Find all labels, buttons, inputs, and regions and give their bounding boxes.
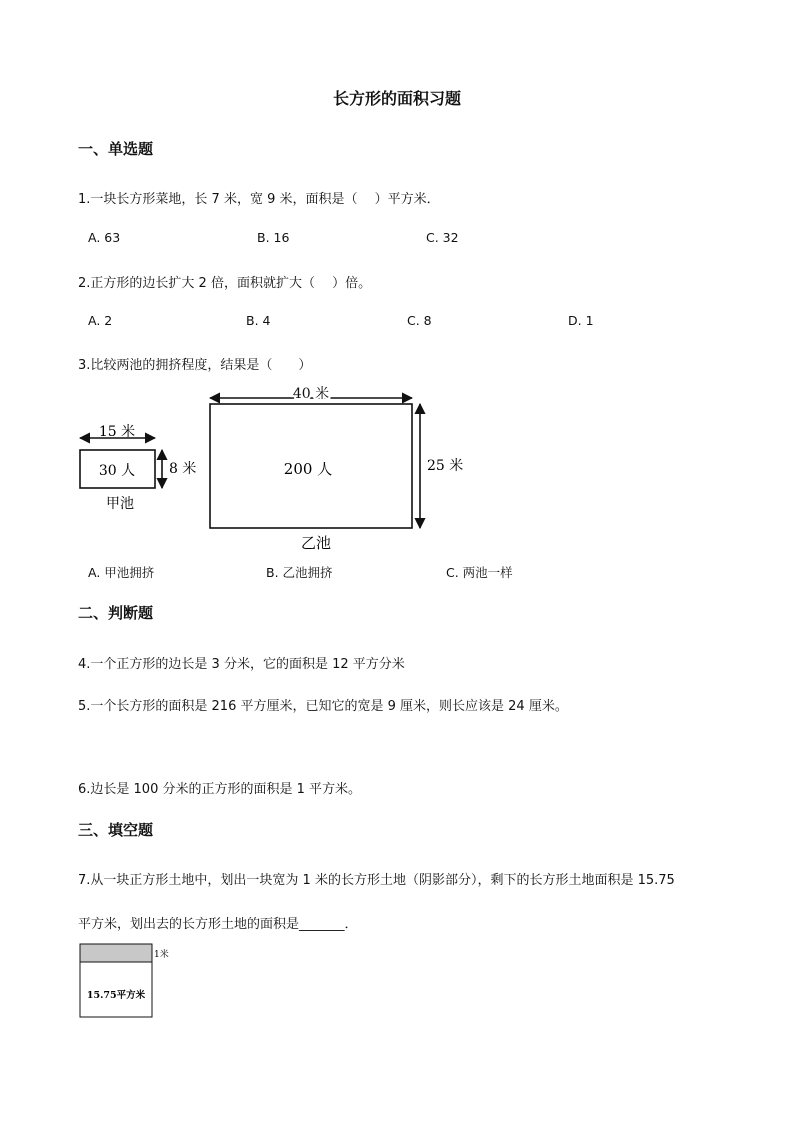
pool-b-people-label: 200 人 xyxy=(283,460,333,478)
question-1: 1.一块长方形菜地，长 7 米，宽 9 米，面积是（ ）平方米． xyxy=(78,192,440,207)
q3-option-b[interactable]: B. 乙池拥挤 xyxy=(266,565,333,580)
q3-option-a[interactable]: A. 甲池拥挤 xyxy=(88,565,155,580)
pool-a-width-label: 15 米 xyxy=(98,424,136,440)
q3-option-c[interactable]: C. 两池一样 xyxy=(446,565,513,580)
question-7-line-2: 平方米，划出去的长方形土地的面积是_______． xyxy=(78,917,358,932)
question-3: 3.比较两池的拥挤程度，结果是（ ） xyxy=(78,358,312,373)
strip-width-label: 1米 xyxy=(154,950,169,960)
section-heading-fill-blank: 三、填空题 xyxy=(78,821,154,839)
pool-a xyxy=(80,423,196,512)
q2-option-c[interactable]: C. 8 xyxy=(407,313,432,328)
q1-option-c[interactable]: C. 32 xyxy=(426,230,459,245)
pools-figure xyxy=(70,380,470,560)
land-figure xyxy=(76,940,186,1022)
q2-option-b[interactable]: B. 4 xyxy=(246,313,271,328)
pool-b-width-label: 40 米 xyxy=(292,386,330,402)
pool-a-height-label: 8 米 xyxy=(169,461,197,477)
section-heading-true-false: 二、判断题 xyxy=(78,604,154,622)
q1-option-a[interactable]: A. 63 xyxy=(88,230,121,245)
pool-a-people-label: 30 人 xyxy=(98,463,136,479)
q2-option-d[interactable]: D. 1 xyxy=(568,313,594,328)
section-heading-single-choice: 一、单选题 xyxy=(78,140,154,158)
page-title: 长方形的面积习题 xyxy=(332,89,461,108)
question-5: 5.一个长方形的面积是 216 平方厘米，已知它的宽是 9 厘米，则长应该是 24 厘米。 xyxy=(78,699,568,714)
pool-b xyxy=(210,385,463,552)
question-7-line-1: 7.从一块正方形土地中，划出一块宽为 1 米的长方形土地（阴影部分），剩下的长方形土地面积是 15.75 xyxy=(78,873,675,888)
pool-b-height-label: 25 米 xyxy=(427,458,464,474)
question-2: 2.正方形的边长扩大 2 倍，面积就扩大（ ）倍。 xyxy=(78,276,372,291)
question-6: 6.边长是 100 分米的正方形的面积是 1 平方米。 xyxy=(78,782,362,797)
area-label: 15.75平方米 xyxy=(86,990,146,1001)
q2-option-a[interactable]: A. 2 xyxy=(88,313,113,328)
pool-b-name: 乙池 xyxy=(300,534,332,552)
shaded-strip xyxy=(80,944,152,962)
q1-option-b[interactable]: B. 16 xyxy=(257,230,290,245)
pool-a-name: 甲池 xyxy=(106,496,134,512)
question-4: 4.一个正方形的边长是 3 分米，它的面积是 12 平方分米 xyxy=(78,657,405,672)
